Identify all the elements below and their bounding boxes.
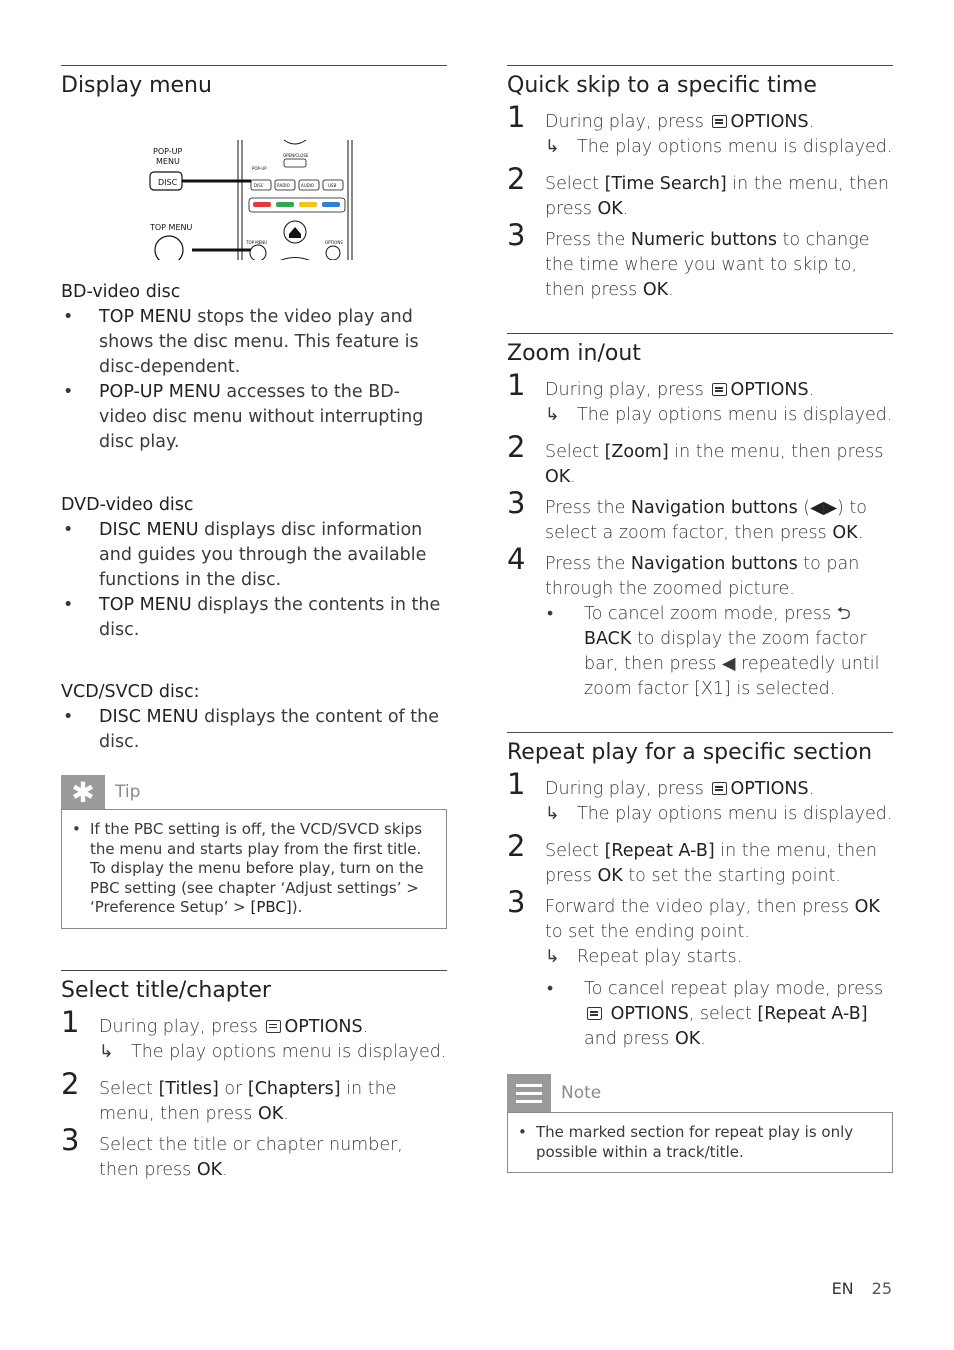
svg-text:POP-UP: POP-UP: [153, 147, 183, 156]
remote-control-icon: [61, 100, 447, 260]
step-1: 1 During play, press OPTIONS. ↳ The play options menu is displayed.: [507, 378, 893, 428]
step-2: 2 Select [Titles] or [Chapters] in the menu, then press OK.: [61, 1066, 397, 1124]
tip-box: [61, 775, 447, 929]
tip-icon: ✱: [61, 775, 105, 809]
svg-text:DISC: DISC: [254, 183, 264, 188]
list-item: • POP-UP MENU accesses to the BD-video disc menu without interrupting disc play.: [63, 382, 424, 452]
step-4: 4 Press the Navigation buttons to pan through the zoomed picture. • To cancel zoom mode, press ⮌ BACK to display the zoom factor bar, then press ◀ repeatedly until zoom factor [X1] is selected.: [507, 542, 880, 699]
result-arrow-icon: ↳: [545, 137, 560, 157]
options-icon: [712, 383, 727, 396]
svg-text:AUDIO: AUDIO: [301, 183, 315, 188]
svg-text:OPTIONS: OPTIONS: [325, 240, 343, 245]
tip-text: • If the PBC setting is off, the VCD/SVCD skips the menu and starts play from the first title. To display the menu before play, turn on the PBC setting (see chapter ‘Adjust settings’ > ‘Preference Setup’ > [PBC]).: [61, 809, 447, 929]
step-2: 2 Select [Time Search] in the menu, then press OK.: [507, 162, 890, 219]
list-item: • DISC MENU displays disc information and guides you through the available functions in the disc.: [63, 520, 427, 590]
svg-text:OPEN/CLOSE: OPEN/CLOSE: [283, 153, 309, 158]
options-icon: [266, 1020, 281, 1033]
quick-skip-section: [507, 65, 893, 303]
svg-text:MENU: MENU: [156, 157, 180, 166]
list-item: • TOP MENU stops the video play and shows the disc menu. This feature is disc-dependent.: [63, 307, 419, 377]
svg-text:TOP MENU: TOP MENU: [150, 223, 193, 232]
page-number: 25: [871, 1279, 892, 1298]
svg-text:USB: USB: [328, 183, 337, 188]
zoom-section: [507, 333, 893, 702]
step-3: 3 Press the Numeric buttons to change the time where you want to skip to, then press OK.: [507, 218, 870, 300]
repeat-section: [507, 732, 893, 1052]
section-title: Select title/chapter: [61, 977, 271, 1003]
section-title: Quick skip to a specific time: [507, 73, 817, 98]
svg-text:DISC: DISC: [158, 178, 178, 187]
section-title: Repeat play for a specific section: [507, 740, 873, 765]
tip-label: Tip: [115, 782, 141, 802]
right-column: [507, 65, 893, 1173]
options-icon: [587, 1007, 602, 1020]
back-icon: ⮌: [836, 604, 851, 624]
svg-text:TOP MENU: TOP MENU: [246, 240, 268, 245]
left-right-arrows-icon: ◀▶: [810, 498, 838, 518]
section-title: Display menu: [61, 73, 212, 98]
options-icon: [712, 115, 727, 128]
step-3: 3 Select the title or chapter number, then press OK.: [61, 1122, 403, 1180]
step-2: 2 Select [Zoom] in the menu, then press OK.: [507, 430, 884, 487]
svg-text:RADIO: RADIO: [277, 183, 290, 188]
result-arrow-icon: ↳: [545, 804, 560, 824]
result-arrow-icon: ↳: [99, 1041, 114, 1062]
options-icon: [712, 782, 727, 795]
vcd-heading: VCD/SVCD disc:: [61, 682, 200, 702]
result-arrow-icon: ↳: [545, 405, 560, 425]
select-title-section: [61, 970, 447, 1183]
section-title: Zoom in/out: [507, 341, 641, 366]
display-menu-section: [61, 65, 447, 929]
left-column: [61, 65, 447, 1183]
step-1: 1 During play, press OPTIONS. ↳ The play options menu is displayed.: [507, 110, 893, 160]
language-code: EN: [831, 1279, 854, 1298]
step-3: 3 Forward the video play, then press OK to set the ending point. ↳ Repeat play starts. • To cancel repeat play mode, press OPTIONS, select [Repeat A-B] and press OK.: [507, 885, 884, 1049]
dvd-heading: DVD-video disc: [61, 495, 194, 515]
note-box: [507, 1074, 893, 1173]
remote-illustration: [61, 100, 447, 260]
step-1: 1 During play, press OPTIONS. ↳ The play options menu is displayed.: [61, 1015, 447, 1065]
result-arrow-icon: ↳: [545, 947, 560, 967]
page-footer: [832, 1279, 892, 1298]
note-icon: [507, 1074, 551, 1112]
bd-heading: BD-video disc: [61, 282, 181, 302]
step-3: 3 Press the Navigation buttons (◀▶) to select a zoom factor, then press OK.: [507, 486, 867, 543]
step-1: 1 During play, press OPTIONS. ↳ The play options menu is displayed.: [507, 777, 893, 827]
note-label: Note: [561, 1083, 602, 1103]
list-item: • DISC MENU displays the content of the disc.: [63, 707, 439, 752]
list-item: • TOP MENU displays the contents in the disc.: [63, 595, 441, 640]
step-2: 2 Select [Repeat A-B] in the menu, then press OK to set the starting point.: [507, 829, 877, 886]
note-text: • The marked section for repeat play is only possible within a track/title.: [507, 1112, 893, 1173]
svg-text:POP-UP: POP-UP: [252, 166, 267, 171]
